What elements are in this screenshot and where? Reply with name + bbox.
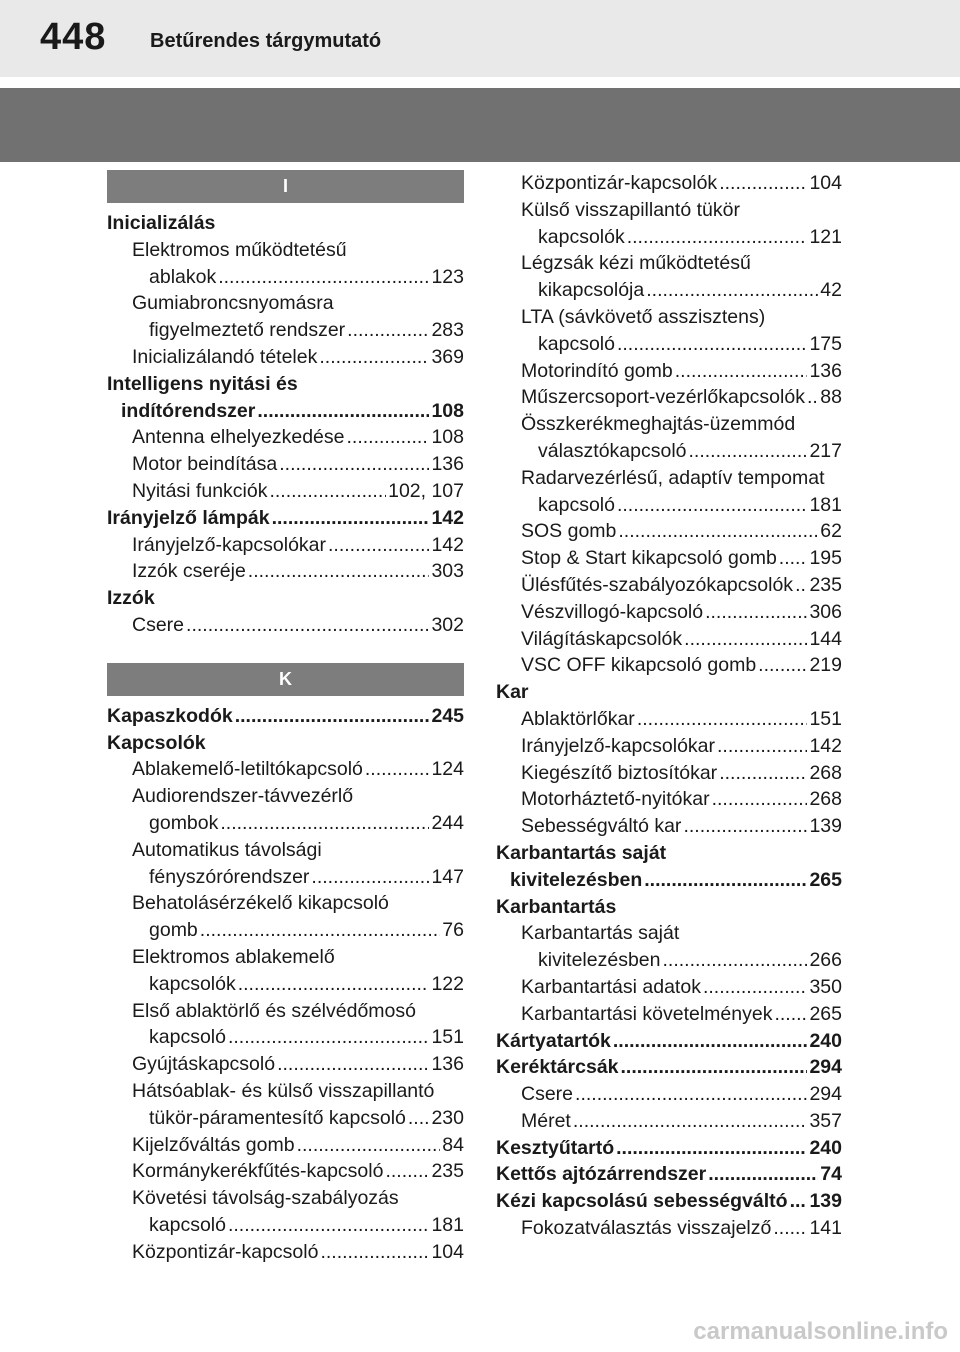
- index-entry: [496, 706, 842, 733]
- index-entry-text: Ablakemelő-letiltókapcsoló: [132, 758, 363, 781]
- index-entry-text: Kapaszkodók: [107, 704, 233, 727]
- index-entry: [107, 344, 464, 371]
- index-entry-text: Antenna elhelyezkedése: [132, 426, 345, 449]
- index-list-right: [496, 170, 842, 1242]
- index-entry-text: Karbantartás saját: [496, 841, 667, 864]
- index-entry-page: 139: [809, 1190, 842, 1213]
- index-entry-page: 108: [431, 426, 464, 449]
- index-entry-page: 142: [431, 506, 464, 529]
- index-entry-text: Irányjelző lámpák: [107, 506, 270, 529]
- dot-leader: [257, 398, 429, 425]
- index-entry: [496, 438, 842, 465]
- index-entry-text: Külső visszapillantó tükör: [521, 198, 740, 221]
- index-entry-page: 181: [431, 1213, 464, 1236]
- index-entry-text: kapcsoló: [538, 493, 615, 516]
- index-entry-page: 283: [431, 319, 464, 342]
- index-entry-text: Motorháztető-nyitókar: [521, 788, 710, 811]
- dot-leader: [646, 277, 818, 304]
- index-entry-page: 244: [431, 811, 464, 834]
- index-entry: [107, 864, 464, 891]
- index-entry-page: 123: [431, 265, 464, 288]
- index-entry-text: Automatikus távolsági: [132, 838, 322, 861]
- dot-leader: [627, 224, 808, 251]
- index-entry-text: Központizár-kapcsoló: [132, 1240, 319, 1263]
- index-entry-text: Kormánykerékfűtés-kapcsoló: [132, 1160, 384, 1183]
- index-entry-text: Gumiabroncsnyomásra: [132, 292, 334, 315]
- index-entry-text: kapcsoló: [149, 1026, 226, 1049]
- index-entry-page: 265: [809, 1002, 842, 1025]
- index-entry-page: 136: [431, 453, 464, 476]
- dot-leader: [220, 810, 429, 837]
- index-entry-text: Keréktárcsák: [496, 1056, 619, 1079]
- index-entry-page: 136: [809, 359, 842, 382]
- header-band: [0, 88, 960, 162]
- dot-leader: [320, 1239, 429, 1266]
- dot-leader: [272, 505, 430, 532]
- index-entry-text: Izzók cseréje: [132, 560, 246, 583]
- index-entry-page: 302: [431, 613, 464, 636]
- page-header-bar: [0, 0, 960, 77]
- dot-leader: [277, 1051, 429, 1078]
- index-entry-text: kapcsolók: [538, 225, 625, 248]
- index-entry: [496, 679, 842, 706]
- index-entry-page: 74: [820, 1163, 842, 1186]
- index-entry-text: Inicializálás: [107, 212, 216, 234]
- index-entry-page: 181: [809, 493, 842, 516]
- index-entry-text: Központizár-kapcsolók: [521, 172, 718, 194]
- dot-leader: [575, 1081, 807, 1108]
- dot-leader: [644, 867, 807, 894]
- index-entry-text: Radarvezérlésű, adaptív tempomat: [521, 466, 825, 489]
- index-entry: [107, 756, 464, 783]
- index-entry-page: 141: [809, 1217, 842, 1240]
- index-entry: [107, 1185, 464, 1212]
- dot-leader: [618, 518, 818, 545]
- dot-leader: [311, 864, 429, 891]
- index-entry-text: kikapcsolója: [538, 279, 645, 302]
- index-entry: [496, 170, 842, 197]
- index-entry-text: Kapcsolók: [107, 731, 206, 754]
- index-entry: [107, 317, 464, 344]
- index-entry-page: 294: [809, 1083, 842, 1106]
- index-entry: [496, 599, 842, 626]
- index-entry-page: 303: [431, 560, 464, 583]
- dot-leader: [637, 706, 808, 733]
- index-entry: [107, 585, 464, 612]
- index-entry-page: 350: [809, 975, 842, 998]
- index-entry-text: Csere: [521, 1083, 574, 1106]
- index-entry: [496, 358, 842, 385]
- index-entry-page: 294: [809, 1056, 842, 1079]
- index-entry: [496, 840, 842, 867]
- index-entry-text: Sebességváltó kar: [521, 815, 682, 838]
- index-entry-page: 175: [809, 332, 842, 355]
- index-entry-page: 195: [809, 547, 842, 570]
- index-entry-text: Karbantartási adatok: [521, 975, 701, 998]
- index-entry: [107, 810, 464, 837]
- dot-leader: [235, 703, 430, 730]
- index-entry-page: 357: [809, 1109, 842, 1132]
- index-entry-page: 240: [809, 1136, 842, 1159]
- index-entry-page: 104: [809, 172, 842, 194]
- index-entry-text: Kettős ajtózárrendszer: [496, 1163, 707, 1186]
- index-entry-page: 268: [809, 761, 842, 784]
- index-entry-text: Műszercsoport-vezérlőkapcsolók: [521, 386, 805, 409]
- dot-leader: [347, 317, 429, 344]
- index-entry-text: Követési távolság-szabályozás: [132, 1187, 399, 1210]
- index-entry: [107, 532, 464, 559]
- index-entry-text: Irányjelző-kapcsolókar: [521, 734, 716, 757]
- index-entry: [496, 813, 842, 840]
- index-entry: [496, 1135, 842, 1162]
- index-entry: [496, 572, 842, 599]
- index-column-right: [496, 170, 842, 1242]
- index-entry: [496, 1188, 842, 1215]
- index-entry: [107, 371, 464, 398]
- index-entry-text: kapcsoló: [538, 332, 615, 355]
- index-entry: [496, 518, 842, 545]
- index-entry-text: gomb: [149, 919, 198, 942]
- dot-leader: [408, 1105, 430, 1132]
- index-entry: [107, 837, 464, 864]
- index-entry: [496, 197, 842, 224]
- index-entry: [107, 1132, 464, 1159]
- index-entry: [496, 304, 842, 331]
- index-entry-text: fényszórórendszer: [149, 865, 310, 888]
- index-entry-page: 235: [431, 1160, 464, 1183]
- dot-leader: [773, 1215, 807, 1242]
- index-entry-page: 265: [809, 868, 842, 891]
- dot-leader: [779, 545, 808, 572]
- index-entry-text: Összkerékmeghajtás-üzemmód: [521, 413, 796, 436]
- dot-leader: [662, 947, 807, 974]
- dot-leader: [218, 264, 429, 291]
- index-entry-text: Kijelzőváltás gomb: [132, 1133, 295, 1156]
- index-entry: [107, 1158, 464, 1185]
- index-entry-page: 88: [820, 386, 842, 409]
- dot-leader: [795, 572, 807, 599]
- section-header-k: K: [107, 663, 464, 696]
- index-entry: [496, 331, 842, 358]
- index-entry-page: 136: [431, 1053, 464, 1076]
- index-entry-text: Irányjelző-kapcsolókar: [132, 533, 327, 556]
- dot-leader: [675, 358, 808, 385]
- index-entry-text: Nyitási funkciók: [132, 479, 268, 502]
- index-entry-text: SOS gomb: [521, 520, 617, 543]
- dot-leader: [319, 344, 429, 371]
- dot-leader: [200, 917, 441, 944]
- index-entry-text: Első ablaktörlő és szélvédőmosó: [132, 999, 416, 1022]
- index-entry-page: 245: [431, 704, 464, 727]
- index-entry-page: 266: [809, 949, 842, 972]
- index-entry-text: Kiegészítő biztosítókar: [521, 761, 718, 784]
- index-entry-page: 139: [809, 815, 842, 838]
- index-entry-text: Karbantartási követelmények: [521, 1002, 773, 1025]
- index-entry-text: Világításkapcsolók: [521, 627, 683, 650]
- index-entry: [107, 424, 464, 451]
- dot-leader: [328, 532, 429, 559]
- dot-leader: [365, 756, 430, 783]
- index-entry-text: Elektromos ablakemelő: [132, 945, 335, 968]
- index-entry: [107, 783, 464, 810]
- index-entry: [107, 944, 464, 971]
- index-entry: [496, 1081, 842, 1108]
- index-entry: [496, 1028, 842, 1055]
- dot-leader: [758, 652, 807, 679]
- index-entry: [496, 974, 842, 1001]
- index-entry: [107, 917, 464, 944]
- index-entry-text: Légzsák kézi működtetésű: [521, 252, 751, 275]
- dot-leader: [269, 478, 386, 505]
- index-entry: [107, 1078, 464, 1105]
- dot-leader: [774, 1001, 807, 1028]
- dot-leader: [248, 558, 430, 585]
- index-entry: [107, 1212, 464, 1239]
- index-entry-text: Ablaktörlőkar: [521, 707, 635, 730]
- index-entry: [496, 733, 842, 760]
- index-entry-text: tükör-páramentesítő kapcsoló: [149, 1106, 406, 1129]
- index-entry-page: 147: [431, 865, 464, 888]
- index-entry: [496, 1054, 842, 1081]
- index-entry-text: Vészvillogó-kapcsoló: [521, 600, 704, 623]
- dot-leader: [616, 1135, 807, 1162]
- dot-leader: [347, 424, 430, 451]
- index-entry-text: Intelligens nyitási és: [107, 372, 298, 395]
- index-entry-text: kapcsoló: [149, 1213, 226, 1236]
- index-entry-page: 124: [431, 758, 464, 781]
- index-entry-page: 108: [431, 399, 464, 422]
- index-entry: [496, 545, 842, 572]
- index-entry-text: Stop & Start kikapcsoló gomb: [521, 547, 777, 570]
- dot-leader: [689, 438, 808, 465]
- index-entry-page: 240: [809, 1029, 842, 1052]
- index-entry: [496, 411, 842, 438]
- index-entry: [107, 451, 464, 478]
- dot-leader: [703, 974, 808, 1001]
- dot-leader: [228, 1212, 429, 1239]
- index-entry: [496, 652, 842, 679]
- index-entry-text: Kártyatartók: [496, 1029, 611, 1052]
- index-entry-page: 230: [431, 1106, 464, 1129]
- index-entry-text: Motor beindítása: [132, 453, 278, 476]
- index-entry-page: 219: [809, 654, 842, 677]
- index-entry: [496, 250, 842, 277]
- watermark: carmanualsonline.info: [693, 1318, 948, 1345]
- page-number: 448: [40, 16, 107, 58]
- index-entry-text: Behatolásérzékelő kikapcsoló: [132, 892, 389, 915]
- index-entry: [496, 224, 842, 251]
- index-entry-page: 122: [431, 972, 464, 995]
- index-entry: [107, 1239, 464, 1266]
- index-entry: [496, 786, 842, 813]
- index-entry: [496, 1161, 842, 1188]
- section-header-i: I: [107, 170, 464, 203]
- index-entry: [107, 237, 464, 264]
- index-entry: [107, 505, 464, 532]
- index-entry: [496, 465, 842, 492]
- index-entry-text: Csere: [132, 613, 185, 636]
- index-entry-page: 121: [809, 225, 842, 248]
- index-entry: [496, 894, 842, 921]
- index-entry: [496, 760, 842, 787]
- index-entry-text: VSC OFF kikapcsoló gomb: [521, 654, 757, 677]
- index-entry: [107, 210, 464, 237]
- index-entry-page: 142: [809, 734, 842, 757]
- dot-leader: [238, 971, 430, 998]
- index-entry-text: Ülésfűtés-szabályozókapcsolók: [521, 573, 794, 596]
- dot-leader: [297, 1132, 441, 1159]
- dot-leader: [708, 1161, 818, 1188]
- index-entry-text: kivitelezésben: [510, 868, 643, 891]
- index-entry-page: 217: [809, 439, 842, 462]
- dot-leader: [712, 786, 808, 813]
- index-entry: [496, 947, 842, 974]
- index-entry-page: 268: [809, 788, 842, 811]
- dot-leader: [684, 626, 807, 653]
- index-entry: [496, 1001, 842, 1028]
- index-entry: [107, 558, 464, 585]
- page-title: Betűrendes tárgymutató: [150, 30, 382, 52]
- index-entry: [496, 626, 842, 653]
- dot-leader: [807, 384, 818, 411]
- index-entry: [107, 971, 464, 998]
- index-entry-page: 151: [431, 1026, 464, 1049]
- index-entry-page: 42: [820, 279, 842, 302]
- index-entry: [107, 398, 464, 425]
- index-entry-text: kivitelezésben: [538, 949, 661, 972]
- index-list-i: [107, 210, 464, 639]
- index-entry-text: ablakok: [149, 265, 217, 288]
- dot-leader: [719, 170, 807, 197]
- index-entry: [107, 612, 464, 639]
- index-entry: [496, 1108, 842, 1135]
- index-entry: [107, 1024, 464, 1051]
- index-entry-page: 102, 107: [388, 479, 464, 502]
- index-entry-text: Kar: [496, 681, 529, 704]
- index-entry: [496, 1215, 842, 1242]
- dot-leader: [790, 1188, 808, 1215]
- index-entry: [107, 1051, 464, 1078]
- index-entry-text: Izzók: [107, 587, 155, 610]
- index-entry-text: Karbantartás: [496, 895, 617, 918]
- index-entry-page: 62: [820, 520, 842, 543]
- index-entry-page: 144: [809, 627, 842, 650]
- index-entry: [496, 277, 842, 304]
- dot-leader: [705, 599, 807, 626]
- index-entry-text: Karbantartás saját: [521, 922, 680, 945]
- index-column-left: [107, 170, 464, 1265]
- index-entry-page: 306: [809, 600, 842, 623]
- index-entry: [107, 1105, 464, 1132]
- index-entry: [496, 920, 842, 947]
- index-entry: [107, 478, 464, 505]
- dot-leader: [621, 1054, 808, 1081]
- index-list-k: [107, 703, 464, 1266]
- index-entry-text: figyelmeztető rendszer: [149, 319, 346, 342]
- index-entry: [107, 290, 464, 317]
- index-entry-text: Gyújtáskapcsoló: [132, 1053, 276, 1076]
- dot-leader: [573, 1108, 808, 1135]
- index-entry-page: 142: [431, 533, 464, 556]
- index-entry-page: 76: [442, 919, 464, 942]
- index-entry-text: Inicializálandó tételek: [132, 345, 318, 368]
- index-entry-page: 84: [442, 1133, 464, 1156]
- dot-leader: [683, 813, 807, 840]
- dot-leader: [385, 1158, 429, 1185]
- index-entry-text: választókapcsoló: [538, 439, 687, 462]
- index-entry: [496, 867, 842, 894]
- index-entry-text: kapcsolók: [149, 972, 236, 995]
- dot-leader: [279, 451, 429, 478]
- index-entry-page: 151: [809, 707, 842, 730]
- index-entry-text: Audiorendszer-távvezérlő: [132, 785, 354, 808]
- dot-leader: [228, 1024, 429, 1051]
- index-entry-text: Fokozatválasztás visszajelző: [521, 1217, 772, 1240]
- index-entry-text: Motorindító gomb: [521, 359, 673, 382]
- index-entry-text: indítórendszer: [121, 399, 256, 422]
- index-entry-page: 369: [431, 345, 464, 368]
- index-entry-text: Kézi kapcsolású sebességváltó: [496, 1190, 788, 1213]
- index-entry-page: 104: [431, 1240, 464, 1263]
- index-entry: [107, 998, 464, 1025]
- index-entry-text: Kesztyűtartó: [496, 1136, 615, 1159]
- index-entry-text: Hátsóablak- és külső visszapillantó: [132, 1079, 435, 1102]
- index-entry: [107, 730, 464, 757]
- index-entry-text: Elektromos működtetésű: [132, 238, 347, 261]
- index-entry: [107, 264, 464, 291]
- dot-leader: [717, 733, 807, 760]
- index-entry: [496, 384, 842, 411]
- index-entry-page: 235: [809, 573, 842, 596]
- index-entry-text: Méret: [521, 1109, 571, 1132]
- dot-leader: [617, 492, 807, 519]
- dot-leader: [186, 612, 429, 639]
- dot-leader: [719, 760, 807, 787]
- index-entry-text: gombok: [149, 811, 219, 834]
- dot-leader: [613, 1028, 808, 1055]
- index-entry-text: LTA (sávkövető asszisztens): [521, 305, 766, 328]
- index-entry: [107, 890, 464, 917]
- index-entry: [496, 492, 842, 519]
- dot-leader: [617, 331, 807, 358]
- index-entry: [107, 703, 464, 730]
